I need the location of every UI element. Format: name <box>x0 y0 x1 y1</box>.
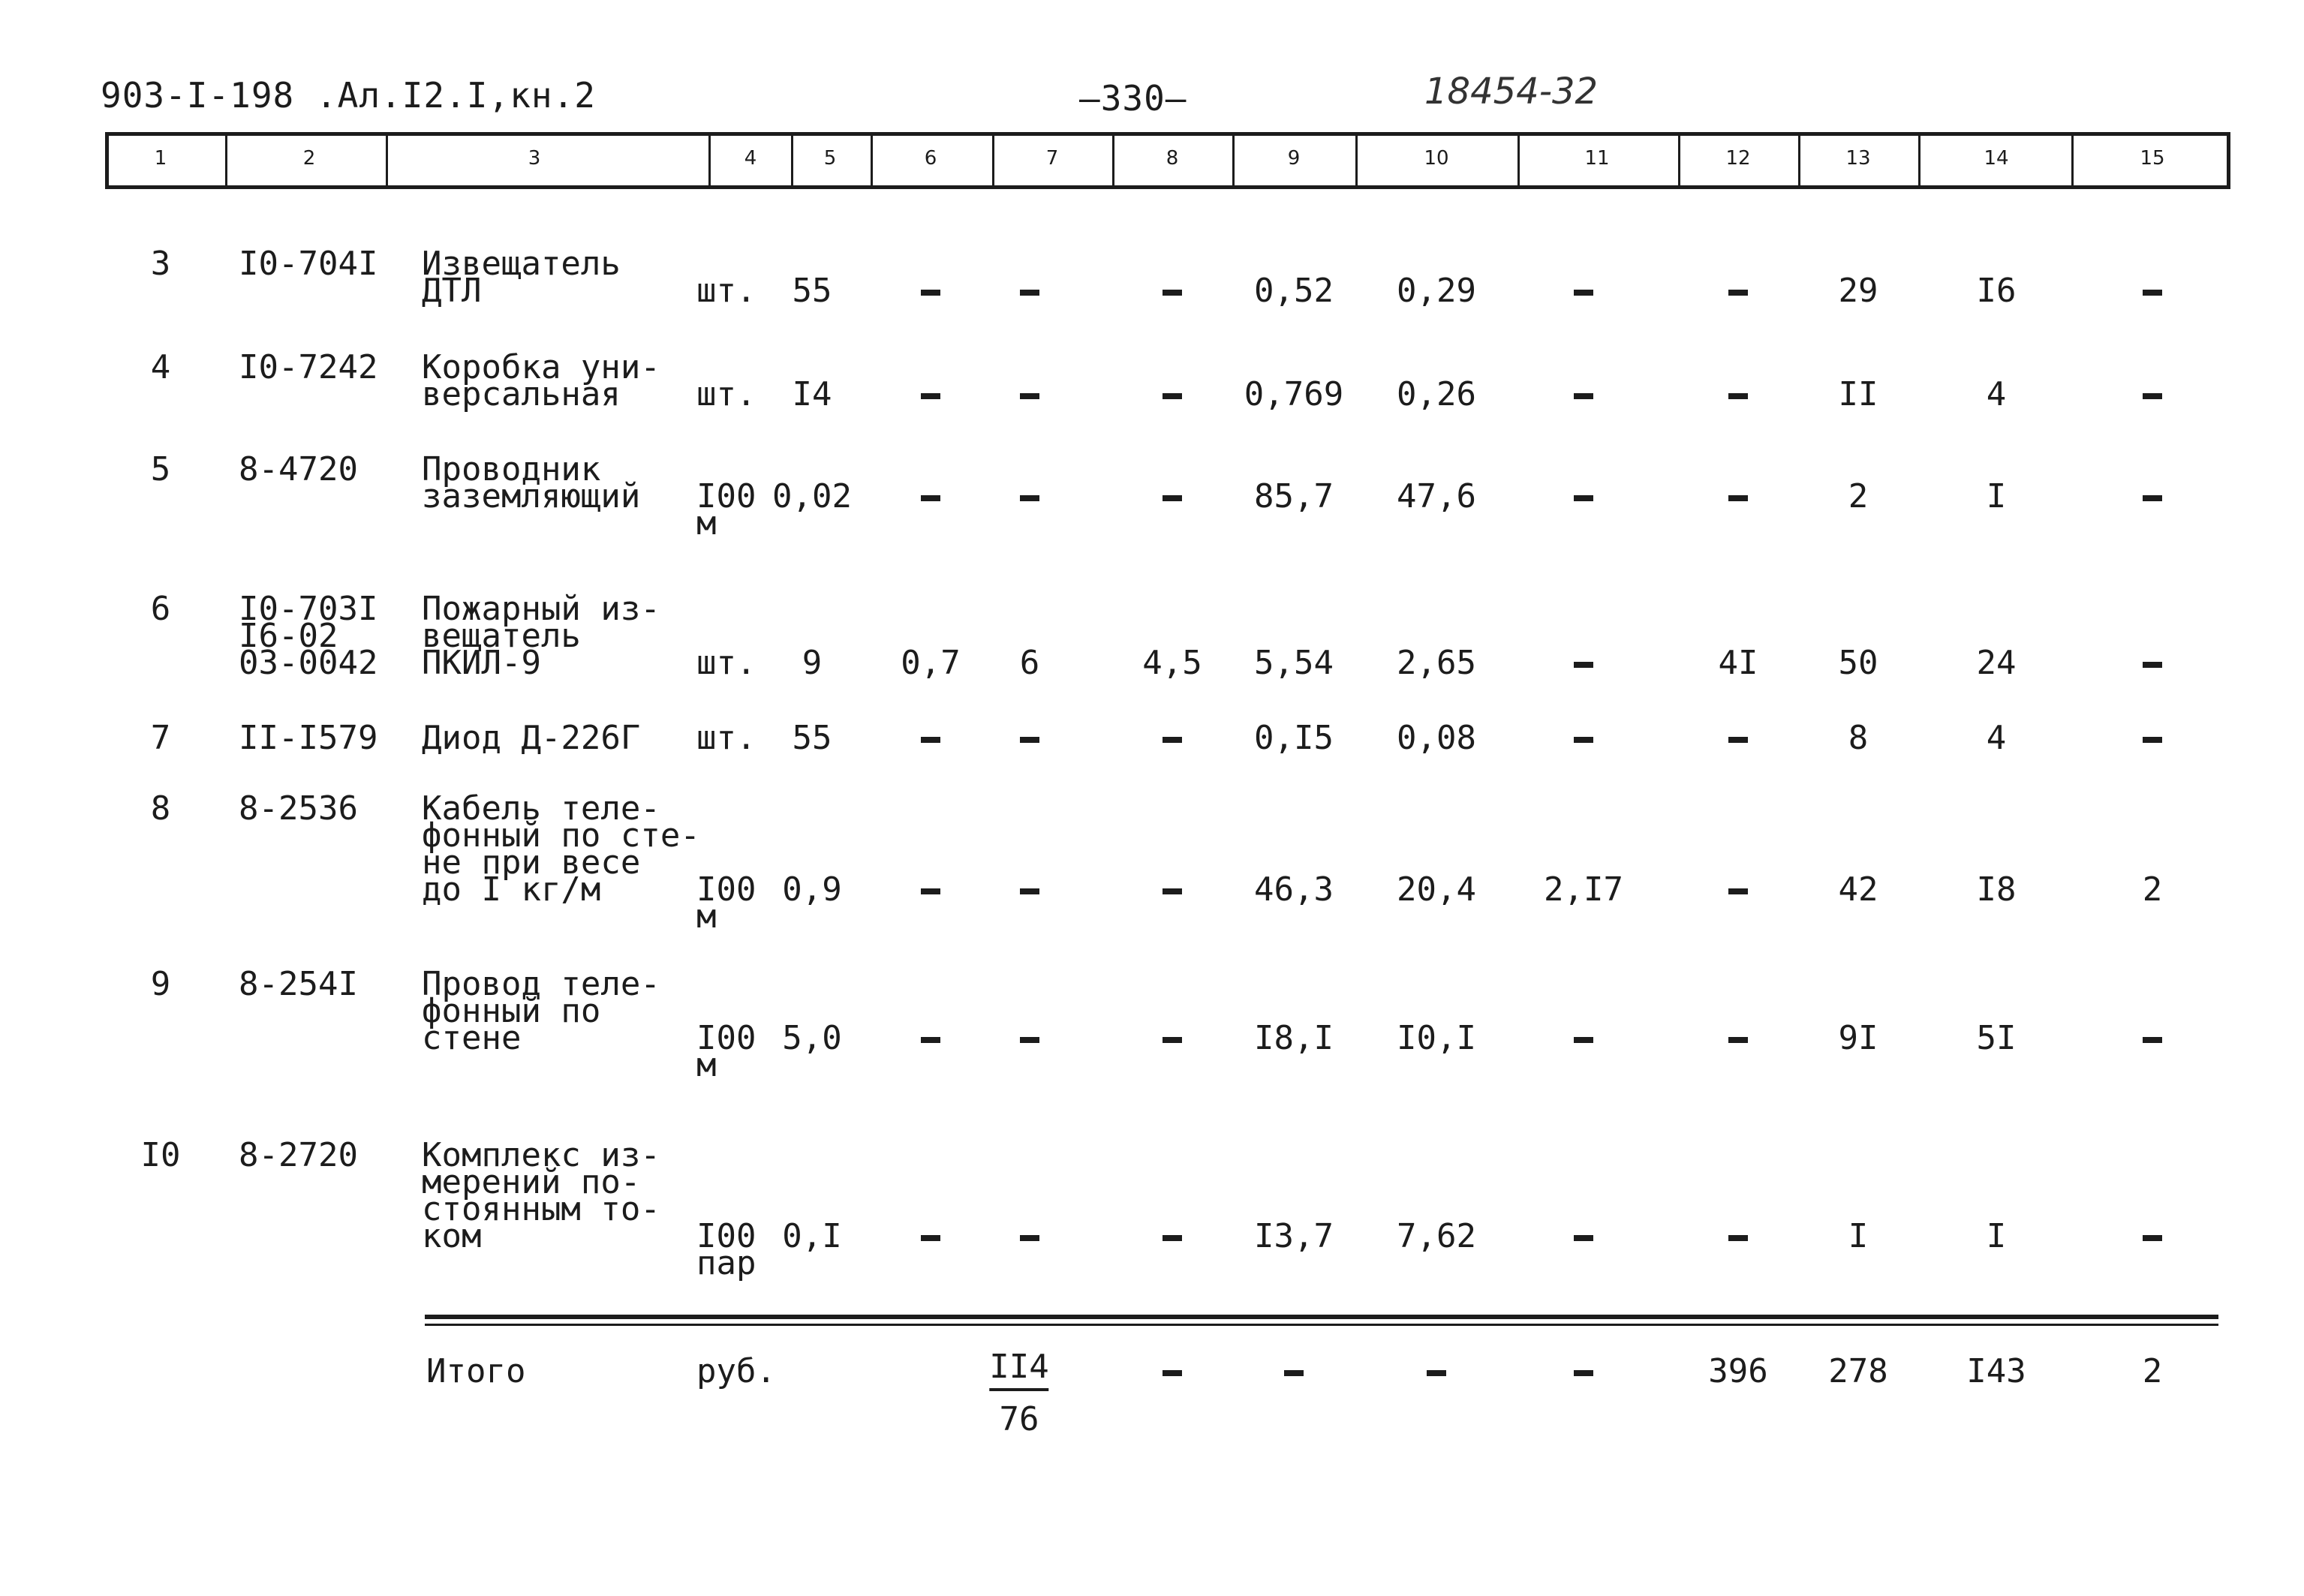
total-col15: 2 <box>2142 1352 2163 1390</box>
col11-value <box>1574 1235 1593 1241</box>
column-divider <box>1355 132 1358 189</box>
column-divider <box>1232 132 1235 189</box>
col15-value <box>2143 290 2162 296</box>
col13-value: 42 <box>1838 870 1878 909</box>
column-divider <box>386 132 388 189</box>
col6-value <box>921 290 940 296</box>
col6-value <box>921 737 940 743</box>
total-col8 <box>1163 1370 1182 1376</box>
column-number-7: 7 <box>1045 147 1059 170</box>
col13-value: 9I <box>1838 1019 1878 1057</box>
col15-value: 2 <box>2142 870 2163 909</box>
row-number: 6 <box>150 590 171 628</box>
work-code: 8-2720 <box>239 1136 358 1174</box>
col11-value <box>1574 737 1593 743</box>
col15-value <box>2143 662 2162 668</box>
unit-of-measure: шт. <box>696 375 756 413</box>
col12-value <box>1728 495 1748 501</box>
total-label: Итого <box>426 1352 526 1390</box>
item-name: Диод Д-226Г <box>422 719 641 757</box>
col14-value: 4 <box>1986 719 2007 757</box>
col12-value: 4I <box>1718 644 1758 682</box>
column-number-6: 6 <box>924 147 937 170</box>
column-divider <box>2071 132 2074 189</box>
unit-of-measure: I00 <box>696 477 756 515</box>
item-name: ПКИЛ-9 <box>422 644 541 682</box>
col8-value <box>1163 888 1182 894</box>
col14-value: 24 <box>1976 644 2017 682</box>
quantity: 0,02 <box>772 477 852 515</box>
item-name: фонный по <box>422 992 601 1030</box>
col9-value: 0,I5 <box>1254 719 1334 757</box>
col12-value <box>1728 737 1748 743</box>
item-name: Провод теле- <box>422 965 660 1003</box>
col9-value: 0,769 <box>1244 375 1344 413</box>
col13-value: 2 <box>1848 477 1869 515</box>
total-col11 <box>1574 1370 1593 1376</box>
item-name: Извещатель <box>422 245 621 283</box>
col7-value <box>1020 888 1039 894</box>
item-name: мерений по- <box>422 1163 641 1201</box>
item-name: Коробка уни- <box>422 348 660 386</box>
item-name: Комплекс из- <box>422 1136 660 1174</box>
column-number-5: 5 <box>823 147 837 170</box>
col6-value <box>921 1235 940 1241</box>
col15-value <box>2143 393 2162 399</box>
col7-value <box>1020 1235 1039 1241</box>
col15-value <box>2143 495 2162 501</box>
work-code: II-I579 <box>239 719 378 757</box>
col10-value: 2,65 <box>1397 644 1476 682</box>
col13-value: 50 <box>1838 644 1878 682</box>
column-divider <box>1112 132 1114 189</box>
row-number: 8 <box>150 789 171 828</box>
col9-value: 46,3 <box>1254 870 1334 909</box>
item-name: ком <box>422 1217 482 1255</box>
item-name: Кабель теле- <box>422 789 660 828</box>
col6-value: 0,7 <box>901 644 961 682</box>
col10-value: I0,I <box>1397 1019 1476 1057</box>
unit-of-measure: I00 <box>696 1217 756 1255</box>
row-number: 5 <box>150 450 171 488</box>
column-divider <box>791 132 793 189</box>
item-name: стене <box>422 1019 522 1057</box>
col13-value: I <box>1848 1217 1869 1255</box>
work-code: I6-02 <box>239 617 338 655</box>
col7-value <box>1020 737 1039 743</box>
column-divider <box>871 132 873 189</box>
col10-value: 47,6 <box>1397 477 1476 515</box>
item-name: версальная <box>422 375 621 413</box>
col11-value: 2,I7 <box>1544 870 1623 909</box>
col15-value <box>2143 737 2162 743</box>
col13-value: II <box>1838 375 1878 413</box>
col12-value <box>1728 1235 1748 1241</box>
quantity: 55 <box>792 719 832 757</box>
col8-value <box>1163 393 1182 399</box>
col9-value: 5,54 <box>1254 644 1334 682</box>
work-code: I0-7242 <box>239 348 378 386</box>
work-code: I0-704I <box>239 245 378 283</box>
column-number-11: 11 <box>1584 147 1610 170</box>
column-divider <box>708 132 711 189</box>
item-name: до I кг/м <box>422 870 601 909</box>
col15-value <box>2143 1235 2162 1241</box>
col8-value <box>1163 737 1182 743</box>
column-number-2: 2 <box>302 147 316 170</box>
col9-value: 0,52 <box>1254 272 1334 310</box>
unit-of-measure: м <box>696 1046 717 1084</box>
item-name: не при весе <box>422 843 641 882</box>
col13-value: 29 <box>1838 272 1878 310</box>
total-separator-rule-thin <box>425 1324 2218 1326</box>
col6-value <box>921 1037 940 1043</box>
col12-value <box>1728 1037 1748 1043</box>
total-col7-numerator: II4 <box>989 1351 1048 1391</box>
row-number: 4 <box>150 348 171 386</box>
row-number: 9 <box>150 965 171 1003</box>
row-number: 7 <box>150 719 171 757</box>
item-name: Пожарный из- <box>422 590 660 628</box>
col7-value: 6 <box>1019 644 1040 682</box>
col12-value <box>1728 290 1748 296</box>
quantity: 0,I <box>782 1217 842 1255</box>
work-code: 03-0042 <box>239 644 378 682</box>
unit-of-measure: шт. <box>696 272 756 310</box>
total-separator-rule <box>425 1315 2218 1319</box>
col12-value <box>1728 888 1748 894</box>
handwritten-number: 18454-32 <box>1424 71 1599 113</box>
column-number-8: 8 <box>1166 147 1179 170</box>
unit-of-measure: шт. <box>696 719 756 757</box>
item-name: Проводник <box>422 450 601 488</box>
row-number: I0 <box>140 1136 181 1174</box>
work-code: 8-254I <box>239 965 358 1003</box>
col14-value: 4 <box>1986 375 2007 413</box>
page-number: —330— <box>1079 78 1187 119</box>
col11-value <box>1574 1037 1593 1043</box>
column-number-13: 13 <box>1845 147 1871 170</box>
col10-value: 20,4 <box>1397 870 1476 909</box>
col8-value <box>1163 1235 1182 1241</box>
column-divider <box>1798 132 1800 189</box>
column-number-9: 9 <box>1287 147 1301 170</box>
col9-value: 85,7 <box>1254 477 1334 515</box>
unit-of-measure: пар <box>696 1244 756 1282</box>
col8-value <box>1163 290 1182 296</box>
col8-value: 4,5 <box>1142 644 1202 682</box>
total-unit: руб. <box>696 1352 776 1390</box>
unit-of-measure: м <box>696 897 717 936</box>
item-name: вещатель <box>422 617 581 655</box>
column-number-1: 1 <box>154 147 167 170</box>
item-name: стоянным то- <box>422 1190 660 1228</box>
col8-value <box>1163 495 1182 501</box>
quantity: I4 <box>792 375 832 413</box>
total-col9 <box>1284 1370 1304 1376</box>
column-number-3: 3 <box>528 147 541 170</box>
column-number-4: 4 <box>744 147 757 170</box>
col7-value <box>1020 1037 1039 1043</box>
total-col14: I43 <box>1966 1352 2026 1390</box>
col11-value <box>1574 290 1593 296</box>
col14-value: I8 <box>1976 870 2017 909</box>
item-name: фонный по сте- <box>422 816 700 855</box>
column-number-12: 12 <box>1725 147 1751 170</box>
col9-value: I8,I <box>1254 1019 1334 1057</box>
col10-value: 0,26 <box>1397 375 1476 413</box>
col10-value: 0,29 <box>1397 272 1476 310</box>
row-number: 3 <box>150 245 171 283</box>
document-code: 903-I-198 .Ал.I2.I,кн.2 <box>101 75 596 116</box>
col7-value <box>1020 393 1039 399</box>
unit-of-measure: м <box>696 504 717 543</box>
quantity: 9 <box>802 644 823 682</box>
quantity: 55 <box>792 272 832 310</box>
column-number-10: 10 <box>1424 147 1449 170</box>
unit-of-measure: I00 <box>696 1019 756 1057</box>
col11-value <box>1574 662 1593 668</box>
col10-value: 7,62 <box>1397 1217 1476 1255</box>
col7-value <box>1020 495 1039 501</box>
unit-of-measure: шт. <box>696 644 756 682</box>
col14-value: I <box>1986 477 2007 515</box>
column-divider <box>992 132 994 189</box>
quantity: 5,0 <box>782 1019 842 1057</box>
unit-of-measure: I00 <box>696 870 756 909</box>
col14-value: 5I <box>1976 1019 2017 1057</box>
column-divider <box>225 132 227 189</box>
total-col12: 396 <box>1708 1352 1768 1390</box>
work-code: 8-4720 <box>239 450 358 488</box>
column-divider <box>1517 132 1520 189</box>
item-name: заземляющий <box>422 477 641 515</box>
col6-value <box>921 393 940 399</box>
total-col13: 278 <box>1828 1352 1888 1390</box>
column-divider <box>1918 132 1921 189</box>
col11-value <box>1574 393 1593 399</box>
col11-value <box>1574 495 1593 501</box>
col8-value <box>1163 1037 1182 1043</box>
column-number-15: 15 <box>2140 147 2165 170</box>
total-col10 <box>1427 1370 1446 1376</box>
col15-value <box>2143 1037 2162 1043</box>
col13-value: 8 <box>1848 719 1869 757</box>
col6-value <box>921 888 940 894</box>
col10-value: 0,08 <box>1397 719 1476 757</box>
col6-value <box>921 495 940 501</box>
quantity: 0,9 <box>782 870 842 909</box>
col14-value: I6 <box>1976 272 2017 310</box>
col14-value: I <box>1986 1217 2007 1255</box>
column-number-14: 14 <box>1984 147 2009 170</box>
work-code: I0-703I <box>239 590 378 628</box>
total-col7-denominator: 76 <box>999 1400 1039 1438</box>
col9-value: I3,7 <box>1254 1217 1334 1255</box>
col12-value <box>1728 393 1748 399</box>
col7-value <box>1020 290 1039 296</box>
item-name: ДТЛ <box>422 272 482 310</box>
column-divider <box>1678 132 1680 189</box>
work-code: 8-2536 <box>239 789 358 828</box>
